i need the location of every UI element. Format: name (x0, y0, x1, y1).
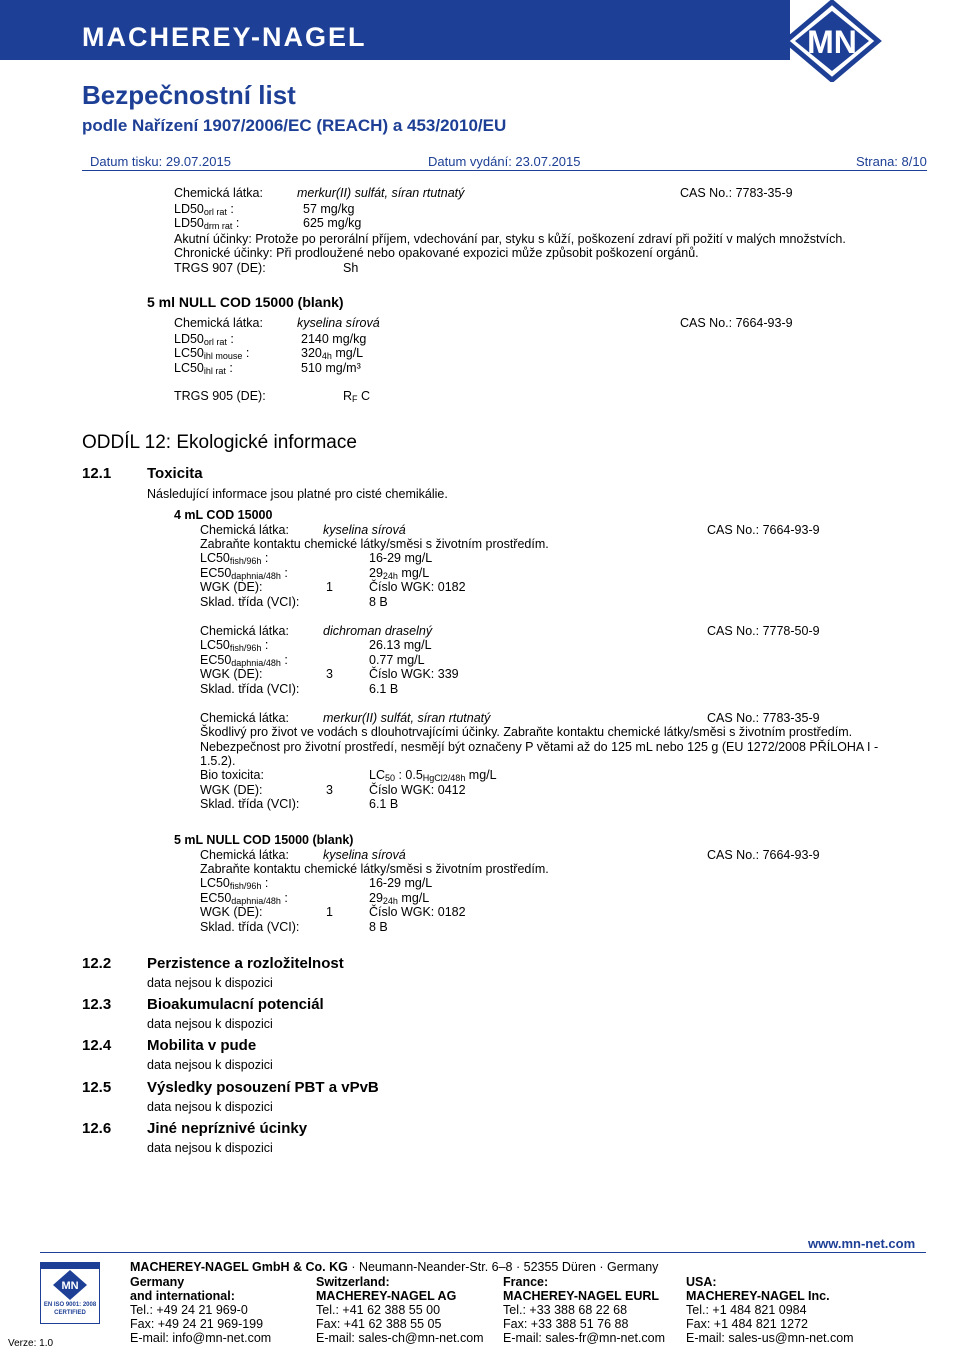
subsection-title: Toxicita (147, 465, 203, 482)
brand-name: MACHEREY-NAGEL (82, 22, 367, 52)
wgk-label: WGK (DE): (200, 667, 263, 681)
footer-fax: Fax: +1 484 821 1272 (686, 1317, 808, 1331)
subsection-number: 12.3 (82, 996, 112, 1013)
trgs-value: Sh (343, 261, 359, 275)
ec50-value: $29_{24h}$ mg/L (369, 891, 430, 906)
substance-name: kyselina sírová (323, 848, 406, 862)
wgk-number: Číslo WGK: 0182 (369, 905, 466, 919)
section-title: ODDÍL 12: Ekologické informace (82, 432, 357, 453)
storage-class-label: Sklad. třída (VCI): (200, 797, 300, 811)
acute-effects: Akutní účinky: Protože po perorální příjem, vdechování par, styku s kůží, poškození zdraví při požití v malých množstvích. (174, 232, 846, 246)
subsection-title: Jiné nepríznivé úcinky (147, 1120, 308, 1137)
substance-label: Chemická látka: (200, 523, 289, 537)
eco-note: Škodlivý pro život ve vodách s dlouhotrvajícími účinky. Zabraňte kontaktu chemické látky/směsi s životním prostředím. (200, 725, 853, 739)
wgk-value: 3 (326, 783, 333, 797)
footer-col-heading: USA: (686, 1275, 717, 1289)
subsection-number: 12.4 (82, 1037, 112, 1054)
cert-text: EN ISO 9001: 2008 (43, 1302, 97, 1308)
mn-logo-icon (782, 0, 882, 82)
substance-label: Chemická látka: (200, 624, 289, 638)
product-heading: 5 ml NULL COD 15000 (blank) (147, 294, 344, 310)
company-address: MACHEREY-NAGEL GmbH & Co. KG · Neumann-Neander-Str. 6–8 · 52355 Düren · Germany (130, 1260, 659, 1274)
footer-email[interactable]: E-mail: sales-us@mn-net.com (686, 1331, 854, 1345)
product-heading: 4 mL COD 15000 (174, 508, 273, 522)
wgk-label: WGK (DE): (200, 783, 263, 797)
ec50-label: $EC50_{daphnia/48h}$ : (200, 653, 288, 668)
document-subtitle: podle Nařízení 1907/2006/EC (REACH) a 453/2010/EU (82, 116, 507, 135)
lc50-label: $LC50_{ihl rat}$ : (174, 361, 233, 376)
wgk-label: WGK (DE): (200, 905, 263, 919)
wgk-number: Číslo WGK: 339 (369, 667, 459, 681)
ld50-value: 2140 mg/kg (301, 332, 367, 346)
footer-col-heading: and international: (130, 1289, 235, 1303)
wgk-value: 1 (326, 580, 333, 594)
footer-tel: Tel.: +33 388 68 22 68 (503, 1303, 628, 1317)
lc50-value: $320_{4h}$ mg/L (301, 346, 364, 361)
bio-toxicity-value: $LC_{50}$ : $0.5_{HgCl2/48h}$ mg/L (369, 768, 497, 783)
footer-tel: Tel.: +1 484 821 0984 (686, 1303, 807, 1317)
lc50-label: $LC50_{fish/96h}$ : (200, 876, 269, 891)
ec50-value: 0.77 mg/L (369, 653, 425, 667)
bio-toxicity-label: Bio toxicita: (200, 768, 264, 782)
trgs-label: TRGS 905 (DE): (174, 389, 266, 403)
storage-class-value: 6.1 B (369, 682, 399, 696)
wgk-number: Číslo WGK: 0412 (369, 783, 466, 797)
header-bar (0, 0, 790, 60)
substance-label: Chemická látka: (174, 316, 263, 330)
substance-name: kyselina sírová (323, 523, 406, 537)
lc50-value: 16-29 mg/L (369, 551, 433, 565)
subsection-text: data nejsou k dispozici (147, 1017, 273, 1031)
ld50-value: 625 mg/kg (303, 216, 362, 230)
storage-class-label: Sklad. třída (VCI): (200, 595, 300, 609)
subsection-title: Bioakumulacní potenciál (147, 996, 324, 1013)
wgk-value: 1 (326, 905, 333, 919)
footer-fax: Fax: +49 24 21 969-199 (130, 1317, 264, 1331)
subsection-number: 12.6 (82, 1120, 112, 1137)
logo-text: MN (807, 24, 857, 60)
mn-logo-icon (41, 1263, 99, 1301)
trgs-value: $R_F$ C (343, 389, 371, 404)
subsection-title: Perzistence a rozložitelnost (147, 955, 344, 972)
ec50-label: $EC50_{daphnia/48h}$ : (200, 566, 288, 581)
cert-text: CERTIFIED (54, 1310, 86, 1316)
trgs-label: TRGS 907 (DE): (174, 261, 266, 275)
wgk-value: 3 (326, 667, 333, 681)
wgk-number: Číslo WGK: 0182 (369, 580, 466, 594)
header-divider (82, 170, 927, 171)
storage-class-label: Sklad. třída (VCI): (200, 682, 300, 696)
website-link[interactable]: www.mn-net.com (808, 1236, 916, 1251)
storage-class-value: 8 B (369, 920, 388, 934)
footer-email[interactable]: E-mail: info@mn-net.com (130, 1331, 272, 1345)
cas-number: CAS No.: 7783-35-9 (680, 186, 793, 200)
subsection-text: data nejsou k dispozici (147, 1100, 273, 1114)
cas-number: CAS No.: 7664-93-9 (707, 523, 820, 537)
substance-label: Chemická látka: (200, 711, 289, 725)
lc50-value: 26.13 mg/L (369, 638, 432, 652)
subsection-number: 12.1 (82, 465, 112, 482)
footer-email[interactable]: E-mail: sales-ch@mn-net.com (316, 1331, 484, 1345)
eco-note: Zabraňte kontaktu chemické látky/směsi s životním prostředím. (200, 537, 549, 551)
lc50-label: $LC50_{fish/96h}$ : (200, 638, 269, 653)
substance-label: Chemická látka: (200, 848, 289, 862)
subsection-text: data nejsou k dispozici (147, 976, 273, 990)
subsection-number: 12.2 (82, 955, 112, 972)
subsection-number: 12.5 (82, 1079, 112, 1096)
page-number: Strana: 8/10 (856, 154, 927, 169)
logo-text: MN (61, 1280, 79, 1292)
version-label: Verze: 1.0 (8, 1338, 54, 1349)
eco-note: Nebezpečnost pro životní prostředí, nesmějí být označeny P větami až do 125 mL nebo 125 g (EU 1272/2008 PŘÍLOHA I - (200, 740, 879, 754)
wgk-label: WGK (DE): (200, 580, 263, 594)
cas-number: CAS No.: 7664-93-9 (707, 848, 820, 862)
lc50-value: 16-29 mg/L (369, 876, 433, 890)
footer-col-heading: France: (503, 1275, 549, 1289)
ld50-label: $LD50_{orl rat}$ : (174, 202, 234, 217)
substance-name: kyselina sírová (297, 316, 380, 330)
substance-name: dichroman draselný (323, 624, 433, 638)
storage-class-value: 6.1 B (369, 797, 399, 811)
ec50-value: $29_{24h}$ mg/L (369, 566, 430, 581)
cas-number: CAS No.: 7778-50-9 (707, 624, 820, 638)
chronic-effects: Chronické účinky: Při prodloužené nebo opakované expozici může způsobit poškození orgánů. (174, 246, 699, 260)
ld50-label: $LD50_{orl rat}$ : (174, 332, 234, 347)
storage-class-value: 8 B (369, 595, 388, 609)
iso-certificate-badge (40, 1262, 100, 1324)
cas-number: CAS No.: 7783-35-9 (707, 711, 820, 725)
subsection-intro: Následující informace jsou platné pro cisté chemikálie. (147, 487, 448, 501)
footer-col-heading: Germany (130, 1275, 185, 1289)
footer-fax: Fax: +33 388 51 76 88 (503, 1317, 629, 1331)
eco-note: Zabraňte kontaktu chemické látky/směsi s životním prostředím. (200, 862, 549, 876)
footer-divider (40, 1252, 926, 1253)
footer-tel: Tel.: +41 62 388 55 00 (316, 1303, 441, 1317)
eco-note: 1.5.2). (200, 754, 236, 768)
footer-email[interactable]: E-mail: sales-fr@mn-net.com (503, 1331, 666, 1345)
footer-col-heading: MACHEREY-NAGEL AG (316, 1289, 457, 1303)
footer-col-heading: MACHEREY-NAGEL EURL (503, 1289, 660, 1303)
lc50-value: 510 mg/m³ (301, 361, 361, 375)
ld50-value: 57 mg/kg (303, 202, 355, 216)
print-date: Datum tisku: 29.07.2015 (90, 154, 231, 169)
ec50-label: $EC50_{daphnia/48h}$ : (200, 891, 288, 906)
substance-name: merkur(II) sulfát, síran rtutnatý (323, 711, 491, 725)
footer-col-heading: Switzerland: (316, 1275, 390, 1289)
document-title: Bezpečnostní list (82, 80, 296, 110)
lc50-label: $LC50_{ihl mouse}$ : (174, 346, 250, 361)
cas-number: CAS No.: 7664-93-9 (680, 316, 793, 330)
lc50-label: $LC50_{fish/96h}$ : (200, 551, 269, 566)
footer-tel: Tel.: +49 24 21 969-0 (130, 1303, 248, 1317)
product-heading: 5 mL NULL COD 15000 (blank) (174, 833, 354, 847)
subsection-text: data nejsou k dispozici (147, 1058, 273, 1072)
footer-fax: Fax: +41 62 388 55 05 (316, 1317, 442, 1331)
subsection-title: Výsledky posouzení PBT a vPvB (147, 1079, 379, 1096)
substance-label: Chemická látka: (174, 186, 263, 200)
substance-name: merkur(II) sulfát, síran rtutnatý (297, 186, 465, 200)
ld50-label: $LD50_{drm rat}$ : (174, 216, 240, 231)
subsection-text: data nejsou k dispozici (147, 1141, 273, 1155)
storage-class-label: Sklad. třída (VCI): (200, 920, 300, 934)
footer-col-heading: MACHEREY-NAGEL Inc. (686, 1289, 830, 1303)
subsection-title: Mobilita v pude (147, 1037, 257, 1054)
issue-date: Datum vydání: 23.07.2015 (428, 154, 581, 169)
